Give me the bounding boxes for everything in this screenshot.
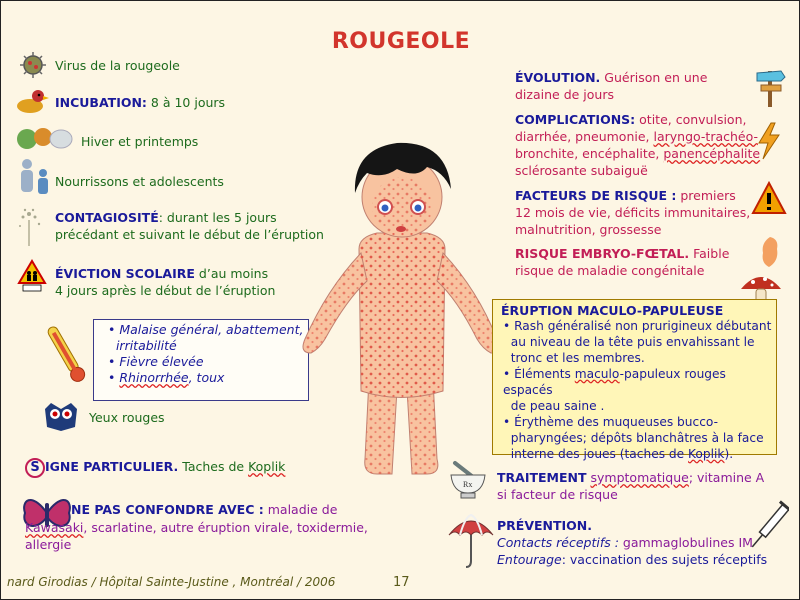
- confondre-rest: , scarlatine, autre éruption virale, toxidermie,: [83, 520, 368, 535]
- embryo-label: RISQUE EMBRYO-FŒTAL.: [515, 246, 690, 261]
- signe-row: [25, 458, 285, 478]
- eruption-item: • Rash généralisé non prurigineux débutant au niveau de la tête puis envahissant le tronc et les membres.: [503, 318, 776, 366]
- footer-credit: nard Girodias / Hôpital Sainte-Justine , Montréal / 2006: [7, 575, 336, 589]
- prevention-entourage: Entourage: [497, 552, 562, 567]
- owl-icon: [41, 399, 81, 433]
- signe-value: Taches de: [182, 459, 245, 474]
- incubation-row: [55, 94, 225, 111]
- eruption-box: [492, 299, 777, 461]
- symptom-item: • Rhinorrhée, toux: [108, 370, 308, 386]
- traitement-row: [497, 469, 764, 503]
- family-icon: [15, 157, 55, 201]
- page-title: ROUGEOLE: [331, 29, 471, 54]
- complications-line-4: sclérosante subaiguë: [515, 163, 648, 178]
- eviction-value-2: 4 jours après le début de l’éruption: [55, 283, 276, 298]
- evolution-row: [515, 69, 707, 103]
- signpost-icon: [753, 63, 787, 107]
- contagiosite-value-2: précédant et suivant le début de l’éruption: [55, 227, 324, 242]
- embryo-line-2: risque de maladie congénitale: [515, 263, 705, 278]
- thermometer-icon: [47, 319, 87, 389]
- prevention-row: [497, 517, 767, 568]
- eruption-item: • Éléments maculo-papuleux rouges espacés de peau saine .: [503, 366, 776, 414]
- confondre-label: NE PAS CONFONDRE AVEC :: [71, 502, 264, 517]
- complications-label: COMPLICATIONS:: [515, 112, 636, 127]
- prevention-entourage-value: : vaccination des sujets réceptifs: [561, 552, 768, 567]
- eviction-value: d’au moins: [198, 266, 269, 281]
- complications-row: [515, 111, 760, 179]
- traitement-value-2: ; vitamine A: [688, 470, 765, 485]
- symptoms-box: [93, 319, 309, 401]
- confondre-line-2: [25, 519, 368, 553]
- incubation-value: 8 à 10 jours: [150, 95, 226, 110]
- contagiosite-label: CONTAGIOSITÉ: [55, 210, 159, 225]
- confondre-kawasaki: Kawasaki: [25, 520, 84, 535]
- signe-initial: S: [25, 458, 45, 478]
- prevention-label: PRÉVENTION.: [497, 518, 593, 533]
- evolution-value: Guérison en une: [604, 70, 708, 85]
- eruption-item: • Érythème des muqueuses bucco- pharyngées; dépôts blanchâtres à la face interne des joues (taches de Koplik).: [503, 414, 776, 462]
- confondre-value: maladie de: [267, 502, 338, 517]
- prevention-contacts-value: gammaglobulines IM: [622, 535, 753, 550]
- svg-text:Rx: Rx: [463, 480, 473, 489]
- incubation-label: INCUBATION:: [55, 95, 147, 110]
- signe-label: IGNE PARTICULIER.: [45, 459, 179, 474]
- complications-line-2b: laryngo-trachéo-: [653, 129, 758, 144]
- contagiosite-value: : durant les 5 jours: [158, 210, 277, 225]
- facteurs-label: FACTEURS DE RISQUE :: [515, 188, 677, 203]
- complications-line-3b: panencéphalite: [663, 146, 761, 161]
- complications-line-3a: bronchite, encéphalite,: [515, 146, 660, 161]
- season-icon: [15, 123, 75, 153]
- page-number: 17: [393, 575, 410, 590]
- traitement-value-3: si facteur de risque: [497, 487, 618, 502]
- confondre-rest-2: allergie: [25, 537, 72, 552]
- evolution-value-2: dizaine de jours: [515, 87, 614, 102]
- child-rash-illustration: [297, 129, 507, 481]
- population-text: Nourrissons et adolescents: [55, 174, 224, 189]
- eviction-label: ÉVICTION SCOLAIRE: [55, 266, 195, 281]
- confondre-row: [71, 501, 337, 518]
- eyes-text: Yeux rouges: [89, 410, 165, 425]
- season-text: Hiver et printemps: [81, 134, 199, 149]
- symptom-item: • Fièvre élevée: [108, 354, 308, 370]
- eviction-row: [55, 265, 275, 299]
- facteurs-row: [515, 187, 750, 238]
- virus-icon: [19, 51, 47, 79]
- virus-text: Virus de la rougeole: [55, 58, 180, 73]
- traitement-value: symptomatique: [590, 470, 689, 485]
- warning-icon: [751, 181, 787, 215]
- duck-icon: [15, 87, 49, 115]
- facteurs-line-1: premiers: [680, 188, 736, 203]
- fetus-icon: [759, 235, 781, 269]
- prevention-contacts: Contacts réceptifs :: [497, 535, 619, 550]
- school-sign-icon: [17, 259, 47, 293]
- dandelion-icon: [15, 206, 45, 248]
- embryo-row: [515, 245, 729, 279]
- signe-koplik: Koplik: [248, 459, 286, 474]
- traitement-label: TRAITEMENT: [497, 470, 587, 485]
- eruption-title: ÉRUPTION MACULO-PAPULEUSE: [501, 303, 724, 318]
- evolution-label: ÉVOLUTION.: [515, 70, 601, 85]
- mortar-icon: [445, 459, 491, 501]
- complications-line-2a: diarrhée, pneumonie,: [515, 129, 650, 144]
- facteurs-line-2: 12 mois de vie, déficits immunitaires,: [515, 205, 751, 220]
- embryo-line-1: Faible: [693, 246, 730, 261]
- symptom-item: • Malaise général, abattement, irritabilité: [108, 322, 308, 354]
- contagiosite-row: [55, 209, 324, 243]
- umbrella-icon: [447, 513, 495, 569]
- facteurs-line-3: malnutrition, grossesse: [515, 222, 662, 237]
- complications-line-1: otite, convulsion,: [639, 112, 747, 127]
